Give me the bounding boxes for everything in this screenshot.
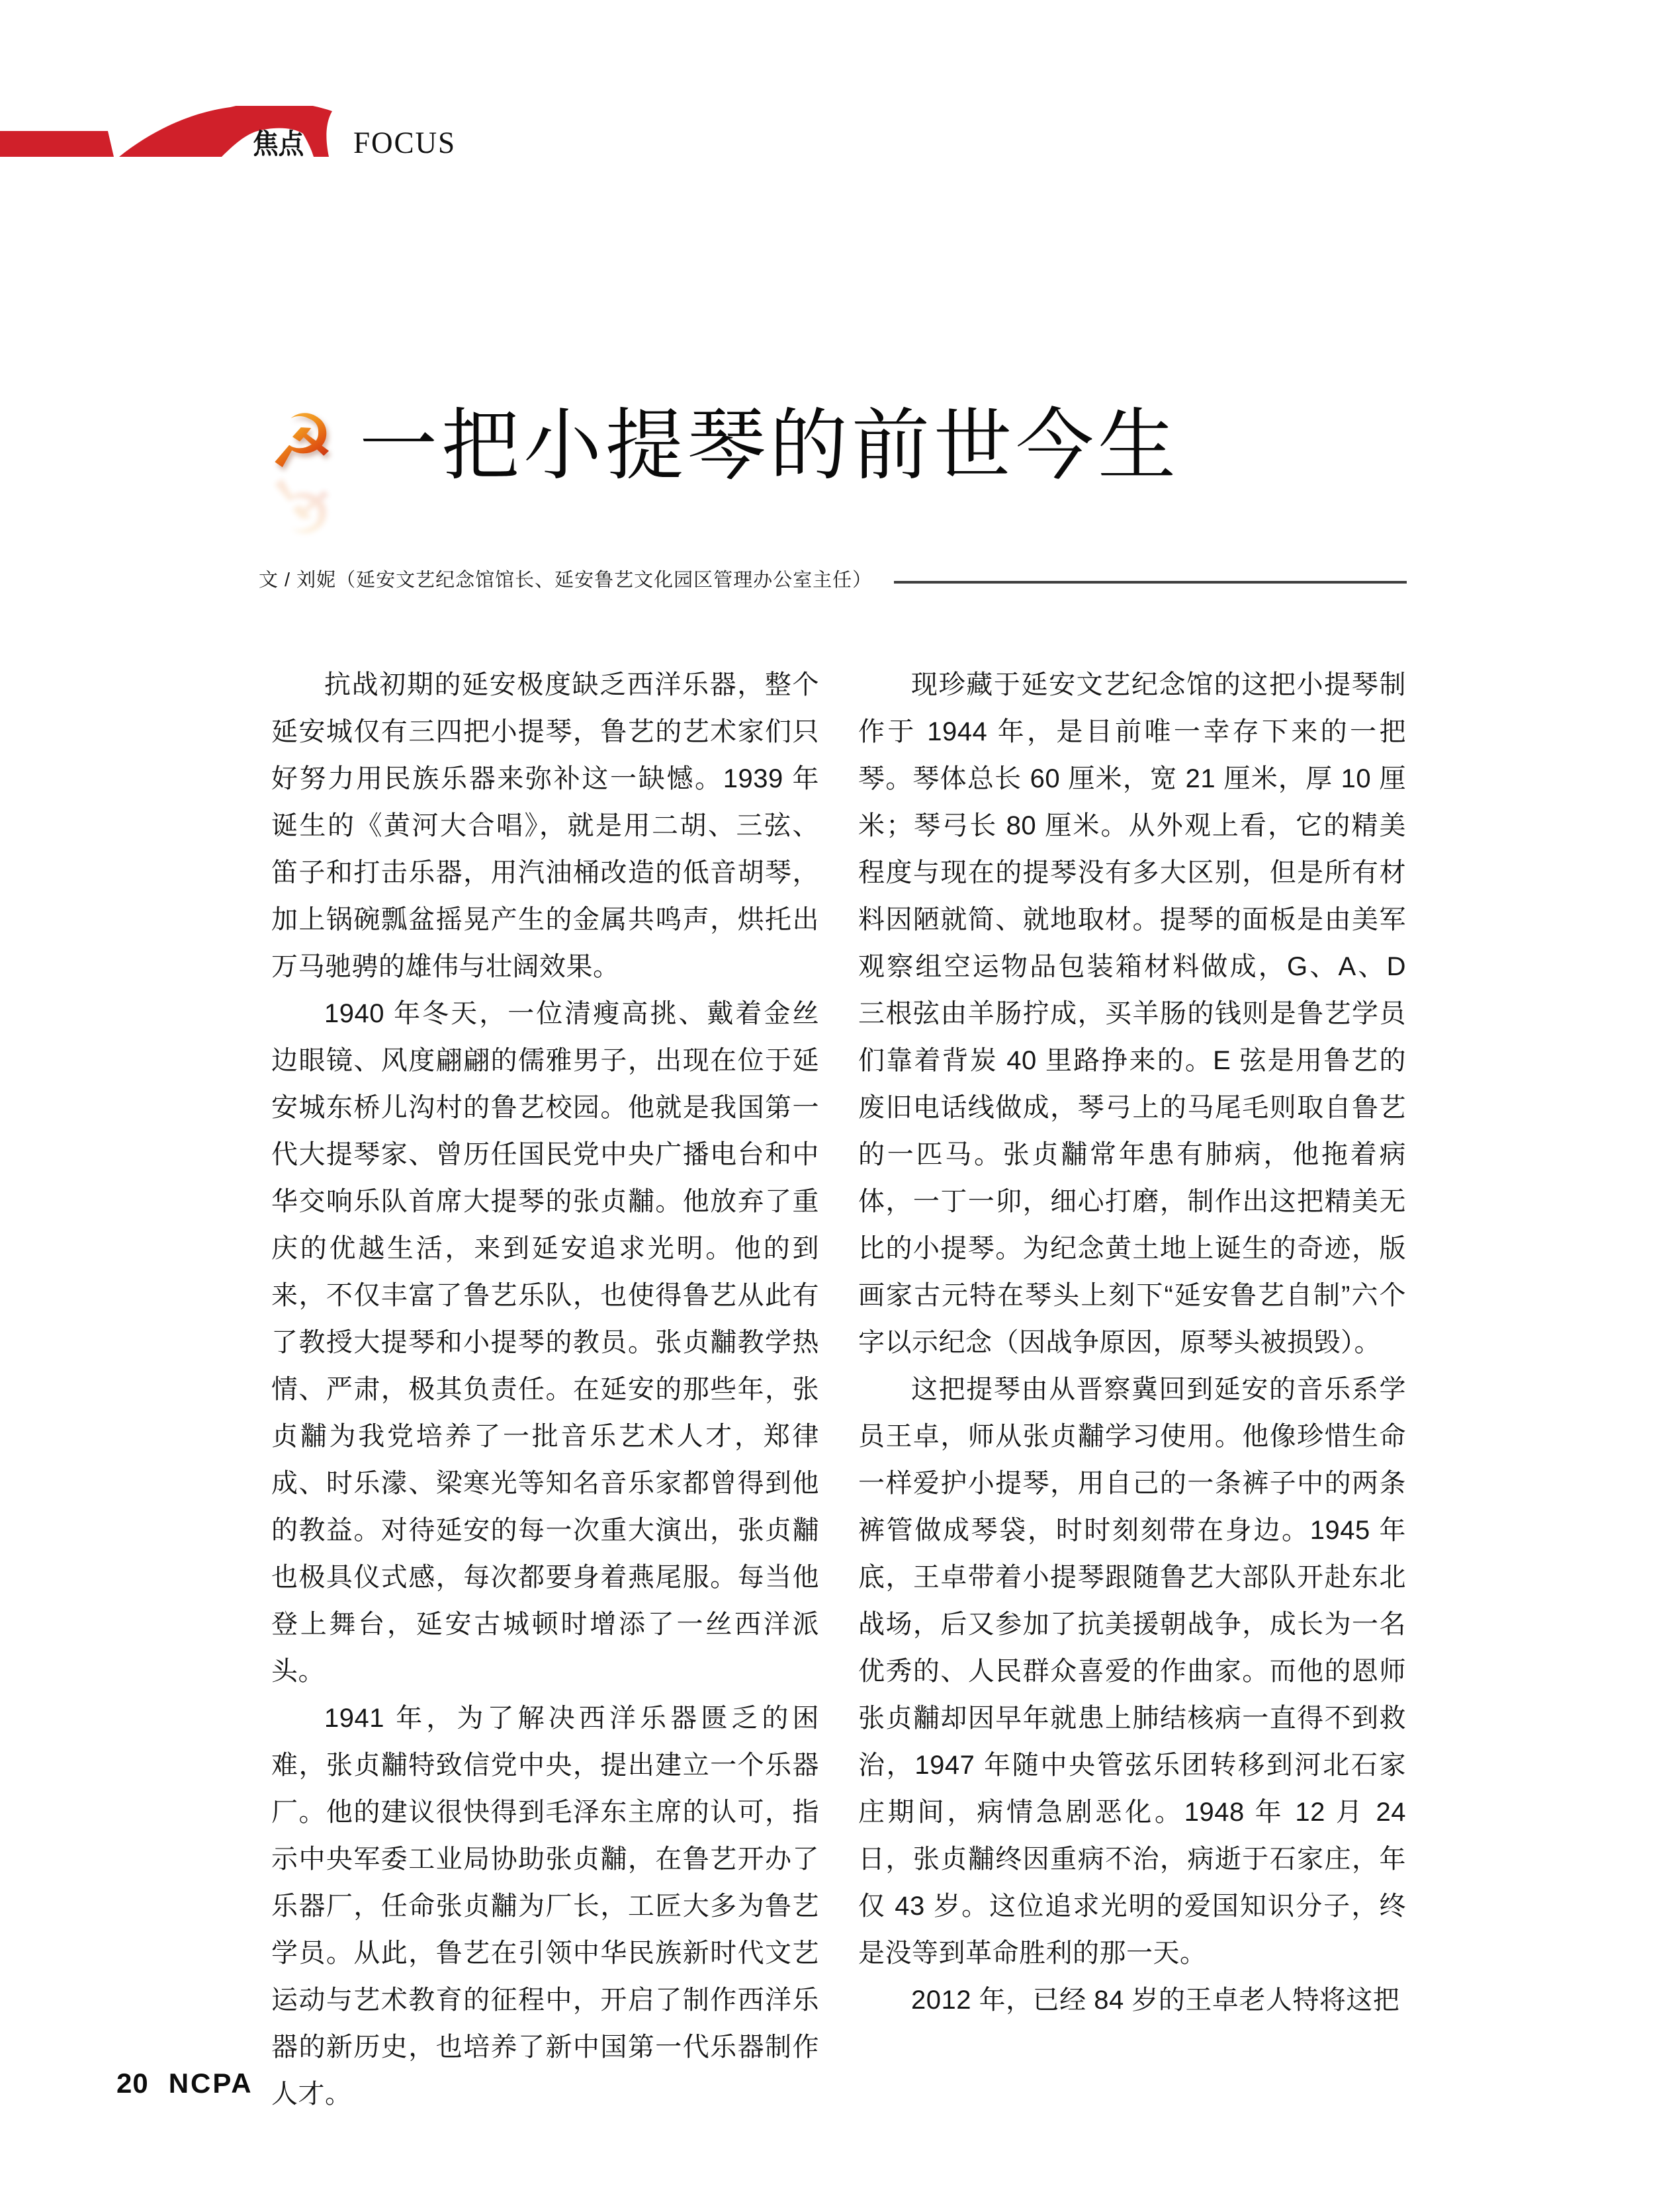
party-emblem-icon: ☭ bbox=[269, 399, 335, 485]
article-paragraph: 抗战初期的延安极度缺乏西洋乐器，整个延安城仅有三四把小提琴，鲁艺的艺术家们只好努力用民族乐器来弥补这一缺憾。1939 年诞生的《黄河大合唱》，就是用二胡、三弦、笛子和打击乐器，用汽油桶改造的低音胡琴，加上锅碗瓢盆摇晃产生的金属共鸣声，烘托出万马驰骋的雄伟与壮阔效果。 bbox=[271, 670, 819, 981]
article-paragraph: 现珍藏于延安文艺纪念馆的这把小提琴制作于 1944 年，是目前唯一幸存下来的一把琴。琴体总长 60 厘米，宽 21 厘米，厚 10 厘米；琴弓长 80 厘米。从外观上看，它的精美程度与现在的提琴没有多大区别，但是所有材料因陋就简、就地取材。提琴的面板是由美军观察组空运物品包装箱材料做成，G、A、D 三根弦由羊肠拧成，买羊肠的钱则是鲁艺学员们靠着背炭 40 里路挣来的。E 弦是用鲁艺的废旧电话线做成，琴弓上的马尾毛则取自鲁艺的一匹马。张贞黼常年患有肺病，他拖着病体，一丁一卯，细心打磨，制作出这把精美无比的小提琴。为纪念黄土地上诞生的奇迹，版画家古元特在琴头上刻下“延安鲁艺自制”六个字以示纪念（因战争原因，原琴头被损毁）。 bbox=[858, 670, 1406, 1357]
article-column-right bbox=[858, 662, 1406, 2024]
article-column-left bbox=[271, 662, 819, 2118]
section-label-cn: 焦点 bbox=[253, 128, 304, 159]
header-red-bar-shape bbox=[0, 131, 114, 157]
party-emblem-reflection-icon: ☭ bbox=[269, 461, 335, 547]
journal-brand: NCPA bbox=[168, 2068, 253, 2099]
section-label-en: FOCUS bbox=[353, 126, 457, 160]
article-paragraph: 1940 年冬天，一位清瘦高挑、戴着金丝边眼镜、风度翩翩的儒雅男子，出现在位于延安城东桥儿沟村的鲁艺校园。他就是我国第一代大提琴家、曾历任国民党中央广播电台和中华交响乐队首席大提琴的张贞黼。他放弃了重庆的优越生活，来到延安追求光明。他的到来，不仅丰富了鲁艺乐队，也使得鲁艺从此有了教授大提琴和小提琴的教员。张贞黼教学热情、严肃，极其负责任。在延安的那些年，张贞黼为我党培养了一批音乐艺术人才，郑律成、时乐濛、梁寒光等知名音乐家都曾得到他的教益。对待延安的每一次重大演出，张贞黼也极具仪式感，每次都要身着燕尾服。每当他登上舞台，延安古城顿时增添了一丝西洋派头。 bbox=[271, 999, 819, 1686]
page-footer bbox=[116, 2070, 253, 2097]
byline-rule bbox=[894, 581, 1407, 584]
red-swoosh-icon bbox=[112, 106, 351, 159]
article-paragraph: 这把提琴由从晋察冀回到延安的音乐系学员王卓，师从张贞黼学习使用。他像珍惜生命一样爱护小提琴，用自己的一条裤子中的两条裤管做成琴袋，时时刻刻带在身边。1945 年底，王卓带着小提琴跟随鲁艺大部队开赴东北战场，后又参加了抗美援朝战争，成长为一名优秀的、人民群众喜爱的作曲家。而他的恩师张贞黼却因早年就患上肺结核病一直得不到救治，1947 年随中央管弦乐团转移到河北石家庄期间，病情急剧恶化。1948 年 12 月 24 日，张贞黼终因重病不治，病逝于石家庄，年仅 43 岁。这位追求光明的爱国知识分子，终是没等到革命胜利的那一天。 bbox=[858, 1375, 1406, 1968]
page-title: 一把小提琴的前世今生 bbox=[359, 403, 1180, 490]
article-paragraph: 1941 年，为了解决西洋乐器匮乏的困难，张贞黼特致信党中央，提出建立一个乐器厂。他的建议很快得到毛泽东主席的认可，指示中央军委工业局协助张贞黼，在鲁艺开办了乐器厂，任命张贞黼为厂长，工匠大多为鲁艺学员。从此，鲁艺在引领中华民族新时代文艺运动与艺术教育的征程中，开启了制作西洋乐器的新历史，也培养了新中国第一代乐器制作人才。 bbox=[271, 1704, 819, 2109]
byline: 文 / 刘妮（延安文艺纪念馆馆长、延安鲁艺文化园区管理办公室主任） bbox=[259, 570, 873, 591]
page-number: 20 bbox=[116, 2068, 149, 2099]
article-paragraph: 2012 年，已经 84 岁的王卓老人特将这把 bbox=[911, 1986, 1400, 2015]
